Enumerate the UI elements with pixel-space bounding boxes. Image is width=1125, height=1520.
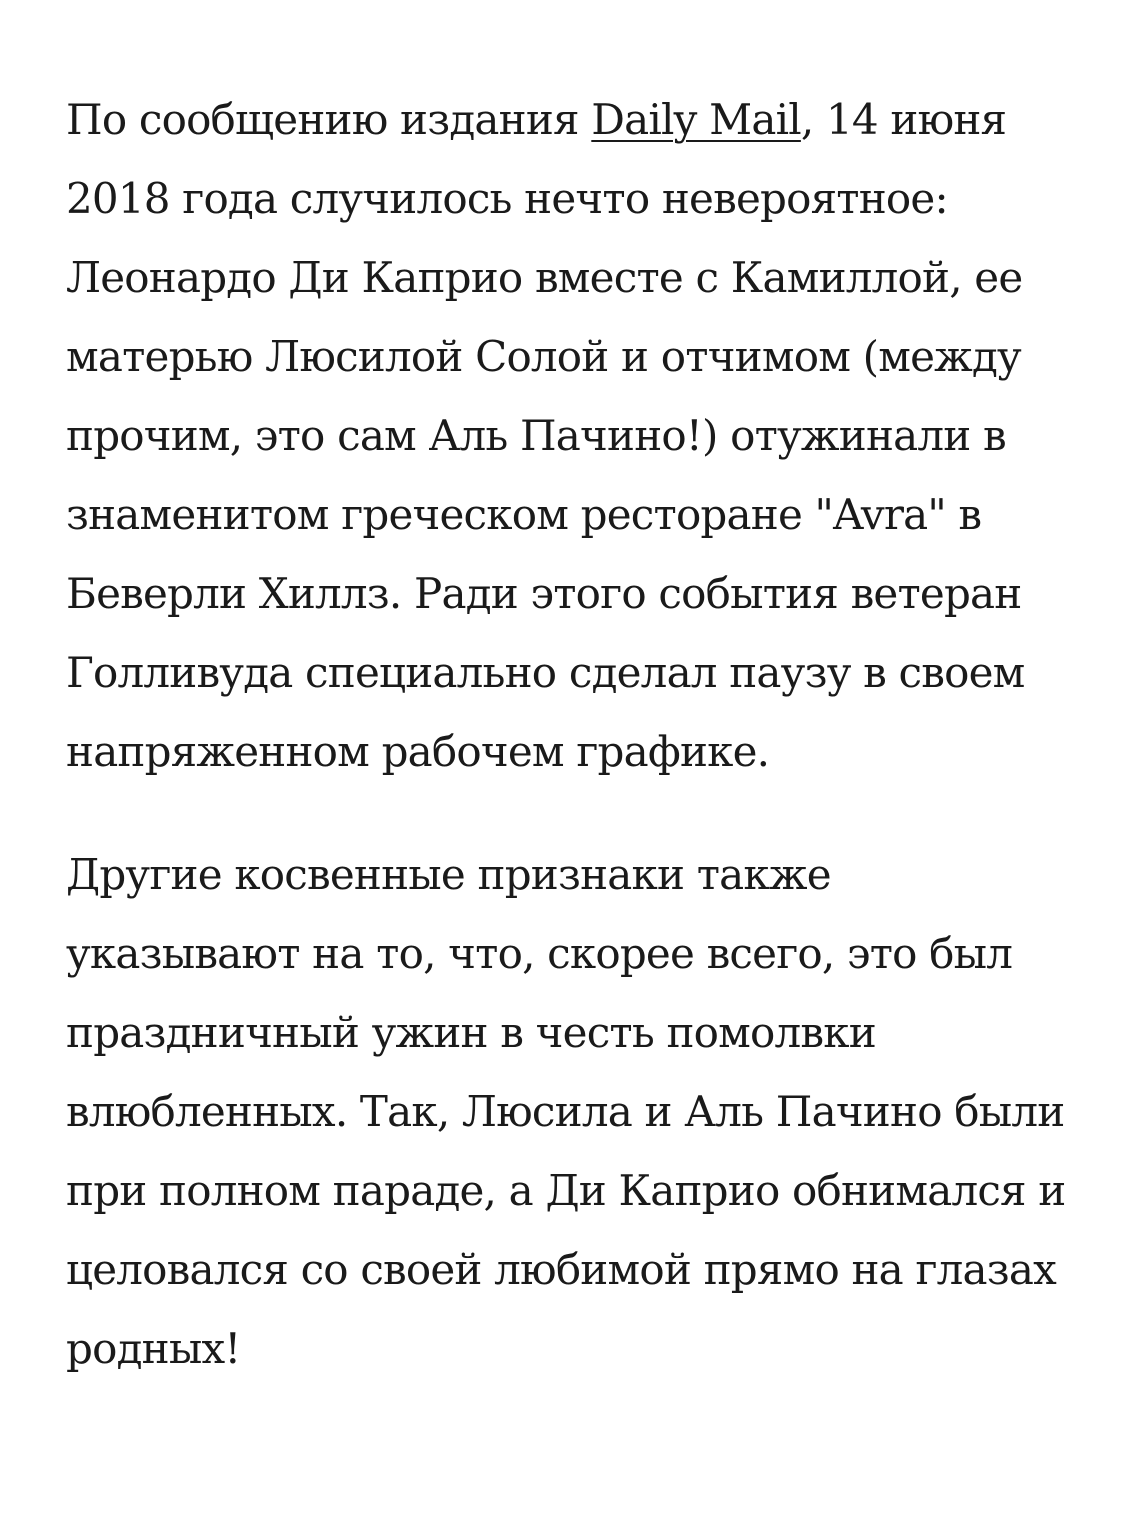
article-paragraph-2: Другие косвенные признаки также указывают на то, что, скорее всего, это был праздничный ужин в честь помолвки влюбленных. Так, Люсила и Аль Пачино были при полном параде, а Ди Каприо обнимался и целовался со своей любимой прямо на глазах родных! [66, 850, 1066, 1373]
article-paragraph-1 [66, 80, 1076, 791]
daily-mail-link[interactable]: Daily Mail [591, 95, 801, 144]
article-body [66, 80, 1076, 1388]
paragraph-text-before-link: По сообщению издания [66, 95, 592, 144]
paragraph-text-after-link: , 14 июня 2018 года случилось нечто невероятное: Леонардо Ди Каприо вместе с Камиллой, ее матерью Люсилой Солой и отчимом (между прочим, это сам Аль Пачино!) отужинали в знаменитом греческом ресторане "Avra" в Беверли Хиллз. Ради этого события ветеран Голливуда специально сделал паузу в своем напряженном рабочем графике. [66, 95, 1025, 776]
